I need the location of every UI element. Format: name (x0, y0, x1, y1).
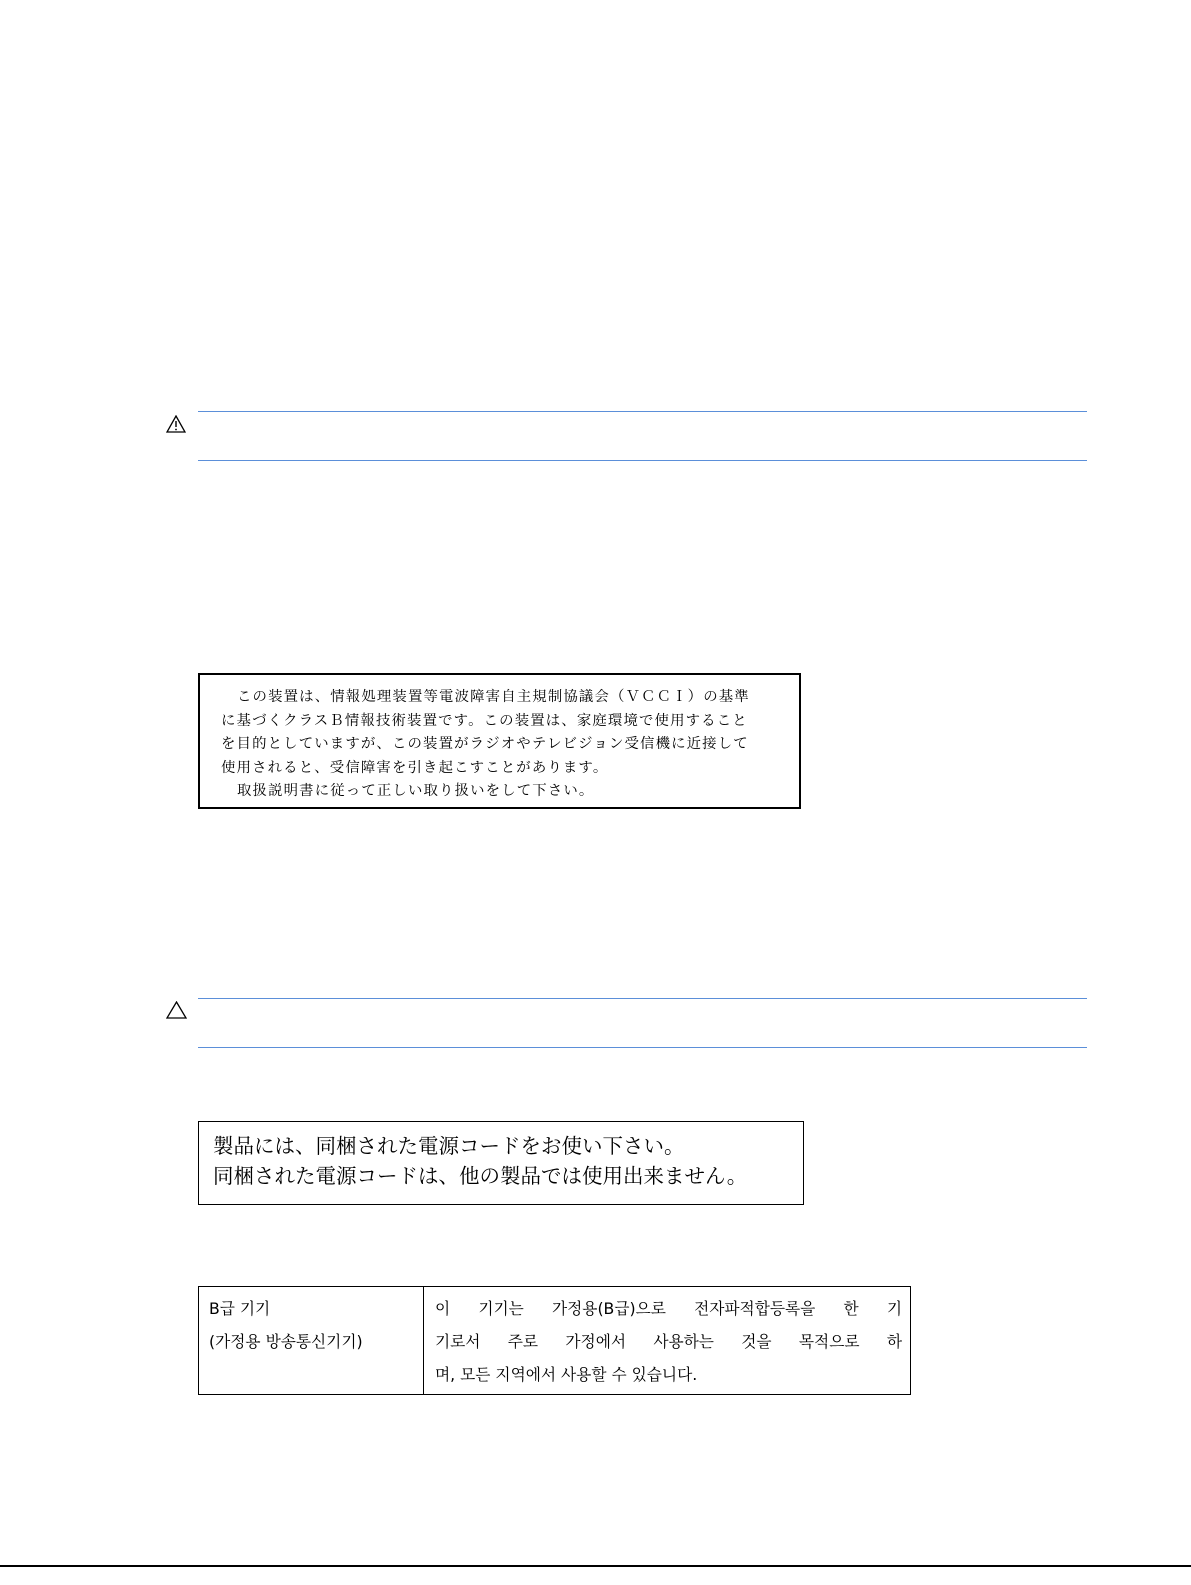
vcci-line-4: 使用されると、受信障害を引き起こすことがあります。 (221, 759, 609, 776)
vcci-line-2: に基づくクラスＢ情報技術装置です。この装置は、家庭環境で使用すること (221, 712, 748, 729)
footer-rule (0, 1565, 1191, 1567)
statement-line-3: 며, 모든 지역에서 사용할 수 있습니다. (435, 1365, 698, 1384)
vcci-line-5: 取扱説明書に従って正しい取り扱いをして下さい。 (237, 783, 595, 800)
class-label: B급 기기 (209, 1299, 271, 1318)
vcci-line-3: を目的としていますが、この装置がラジオやテレビジョン受信機に近接して (221, 736, 749, 753)
power-cord-line-2: 同梱された電源コードは、他の製品では使用出来ません。 (213, 1164, 748, 1188)
vcci-notice-box (198, 673, 801, 809)
caution-top-rule (198, 998, 1087, 999)
caution-bottom-rule (198, 1047, 1087, 1048)
table-column-divider (423, 1287, 424, 1394)
class-label-cell (209, 1292, 414, 1358)
warning-triangle-icon (166, 415, 186, 437)
vcci-line-1: この装置は、情報処理装置等電波障害自主規制協議会（ＶＣＣＩ）の基準 (237, 689, 750, 705)
statement-cell (435, 1292, 902, 1391)
statement-line-2: 기로서 주로 가정에서 사용하는 것을 목적으로 하 (435, 1332, 902, 1351)
caution-triangle-icon (166, 1001, 187, 1023)
power-cord-line-1: 製品には、同梱された電源コードをお使い下さい。 (213, 1134, 685, 1158)
statement-line-1: 이 기기는 가정용(B급)으로 전자파적합등록을 한 기 (435, 1299, 902, 1318)
class-sublabel: (가정용 방송통신기기) (209, 1332, 363, 1351)
warning-top-rule (198, 411, 1087, 412)
warning-bottom-rule (198, 460, 1087, 461)
korean-class-b-table (198, 1286, 911, 1395)
power-cord-notice-box (198, 1121, 804, 1205)
